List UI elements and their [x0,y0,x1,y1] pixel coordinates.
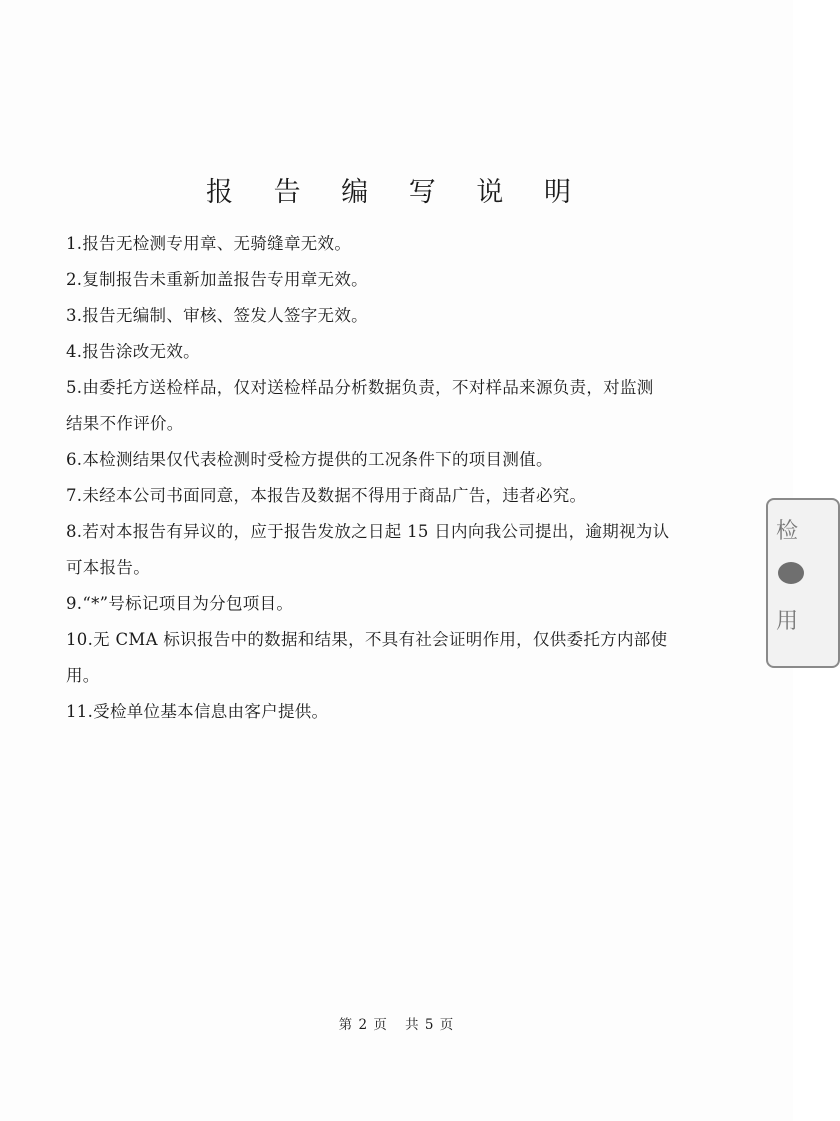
note-item-10 [66,622,736,694]
note-item-5 [66,370,736,442]
notes-list [66,226,736,730]
seal-char-top: 检 [776,519,799,544]
note-item-6 [66,442,736,478]
note-line: 7.未经本公司书面同意，本报告及数据不得用于商品广告，违者必究。 [66,486,587,505]
note-item-9 [66,586,736,622]
note-item-4 [66,334,736,370]
note-line: 5.由委托方送检样品，仅对送检样品分析数据负责，不对样品来源负责，对监测 [66,378,654,397]
note-line: 结果不作评价。 [66,414,184,433]
note-line: 可本报告。 [66,558,150,577]
note-line: 10.无 CMA 标识报告中的数据和结果，不具有社会证明作用，仅供委托方内部使 [66,630,668,649]
note-item-7 [66,478,736,514]
note-line: 8.若对本报告有异议的，应于报告发放之日起 15 日内向我公司提出，逾期视为认 [66,522,670,541]
note-line: 2.复制报告未重新加盖报告专用章无效。 [66,270,368,289]
seam-seal-stamp [762,498,799,664]
page-total: 共 5 页 [405,1017,455,1033]
note-line: 9.“*”号标记项目为分包项目。 [66,594,294,613]
note-line: 6.本检测结果仅代表检测时受检方提供的工况条件下的项目测值。 [66,450,553,469]
note-item-8 [66,514,736,586]
seal-emblem-icon [778,562,804,584]
seal-body [766,498,840,668]
note-item-3 [66,298,736,334]
note-line: 1.报告无检测专用章、无骑缝章无效。 [66,234,352,253]
page-number: 第 2 页 [338,1017,388,1033]
note-line: 4.报告涂改无效。 [66,342,200,361]
note-line: 11.受检单位基本信息由客户提供。 [66,702,329,721]
note-item-1 [66,226,736,262]
note-item-2 [66,262,736,298]
page-title: 报 告 编 写 说 明 [206,177,587,208]
seal-char-bottom: 用 [776,609,799,634]
note-line: 用。 [66,666,100,685]
page-footer [0,1013,793,1033]
note-item-11 [66,694,736,730]
note-line: 3.报告无编制、审核、签发人签字无效。 [66,306,368,325]
